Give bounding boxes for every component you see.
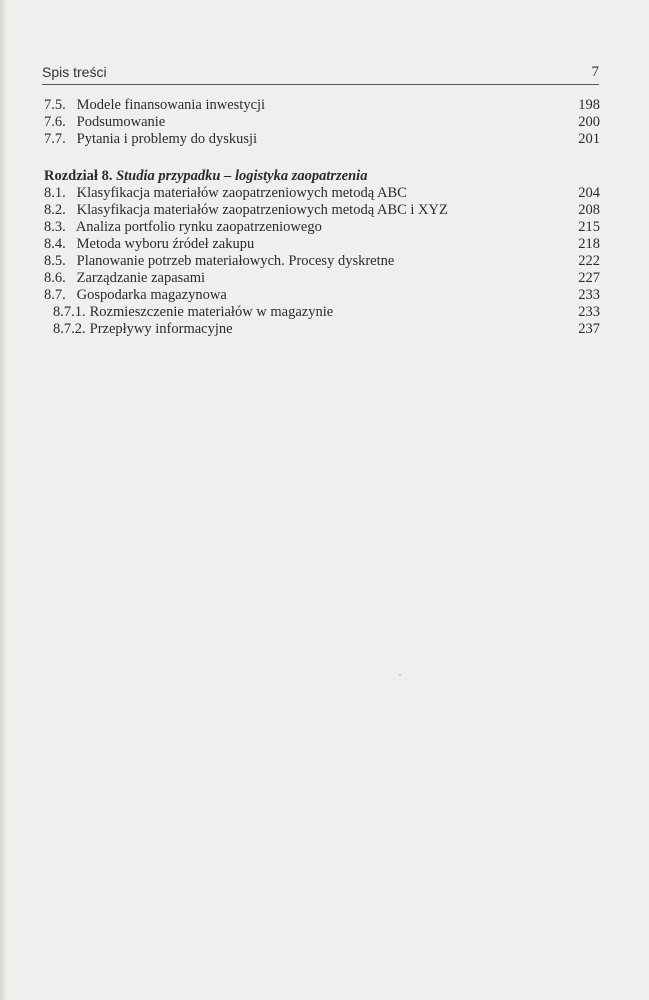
toc-entry: [44, 219, 600, 236]
toc-entry-page: 208: [578, 202, 600, 218]
toc-subentry: [44, 321, 600, 338]
toc-entry-title: Klasyfikacja materiałów zaopatrzeniowych metodą ABC: [76, 185, 407, 201]
toc-entry-number: 8.2.: [44, 202, 66, 218]
toc-entry-title: Planowanie potrzeb materiałowych. Procesy dyskretne: [76, 253, 395, 269]
running-header-title: Spis treści: [42, 64, 107, 80]
toc-entry: [44, 253, 600, 270]
toc-entry-number: 8.1.: [44, 185, 66, 201]
toc-entry: [44, 287, 600, 304]
toc-entry-number: 8.3.: [44, 219, 66, 235]
toc-entry-title: Rozmieszczenie materiałów w magazynie: [89, 304, 334, 320]
toc-entry-number: 8.4.: [44, 236, 66, 252]
toc-entry-number: 7.7.: [44, 131, 66, 147]
toc-entry-page: 233: [578, 287, 600, 303]
toc-entry: [44, 185, 600, 202]
toc-entry-page: 198: [578, 97, 600, 113]
toc-entry-title: Metoda wyboru źródeł zakupu: [76, 236, 255, 252]
toc-entry-title: Zarządzanie zapasami: [76, 270, 206, 286]
toc-entry-title: Pytania i problemy do dyskusji: [76, 131, 258, 147]
toc-entry: [44, 236, 600, 253]
toc-entry: [44, 97, 600, 114]
toc-entry-title: Gospodarka magazynowa: [76, 287, 227, 303]
toc-entry-page: 233: [578, 304, 600, 320]
toc-entry-title: Podsumowanie: [76, 114, 166, 130]
toc-entry-number: 8.7.1.: [53, 304, 86, 320]
toc-entry-page: 200: [578, 114, 600, 130]
toc-entry-page: 201: [578, 131, 600, 147]
running-header-page-number: 7: [591, 64, 599, 80]
toc-entry-title: Przepływy informacyjne: [89, 321, 233, 337]
toc-subentry: [44, 304, 600, 321]
toc-entry-number: 8.7.2.: [53, 321, 86, 337]
toc-entry: [44, 131, 600, 148]
toc-entry-page: 237: [578, 321, 600, 337]
table-of-contents: [44, 97, 600, 338]
page-edge-shadow: [0, 0, 8, 1000]
paper-speck: [399, 674, 401, 676]
toc-entry: [44, 270, 600, 287]
toc-entry: [44, 114, 600, 131]
toc-entry-number: 7.5.: [44, 97, 66, 113]
chapter-heading: [44, 167, 600, 185]
toc-entry-number: 8.5.: [44, 253, 66, 269]
toc-entry-title: Modele finansowania inwestycji: [76, 97, 266, 113]
chapter-label: Rozdział 8.: [44, 168, 113, 184]
running-header: [42, 64, 599, 85]
chapter-title: Studia przypadku – logistyka zaopatrzenia: [116, 168, 368, 184]
toc-entry: [44, 202, 600, 219]
toc-entry-page: 222: [578, 253, 600, 269]
toc-entry-number: 7.6.: [44, 114, 66, 130]
section-gap: [44, 148, 600, 167]
toc-entry-page: 215: [578, 219, 600, 235]
toc-entry-page: 218: [578, 236, 600, 252]
toc-entry-page: 204: [578, 185, 600, 201]
toc-entry-page: 227: [578, 270, 600, 286]
toc-entry-number: 8.6.: [44, 270, 66, 286]
toc-entry-number: 8.7.: [44, 287, 66, 303]
toc-entry-title: Analiza portfolio rynku zaopatrzeniowego: [75, 219, 322, 235]
toc-entry-title: Klasyfikacja materiałów zaopatrzeniowych metodą ABC i XYZ: [76, 202, 448, 218]
